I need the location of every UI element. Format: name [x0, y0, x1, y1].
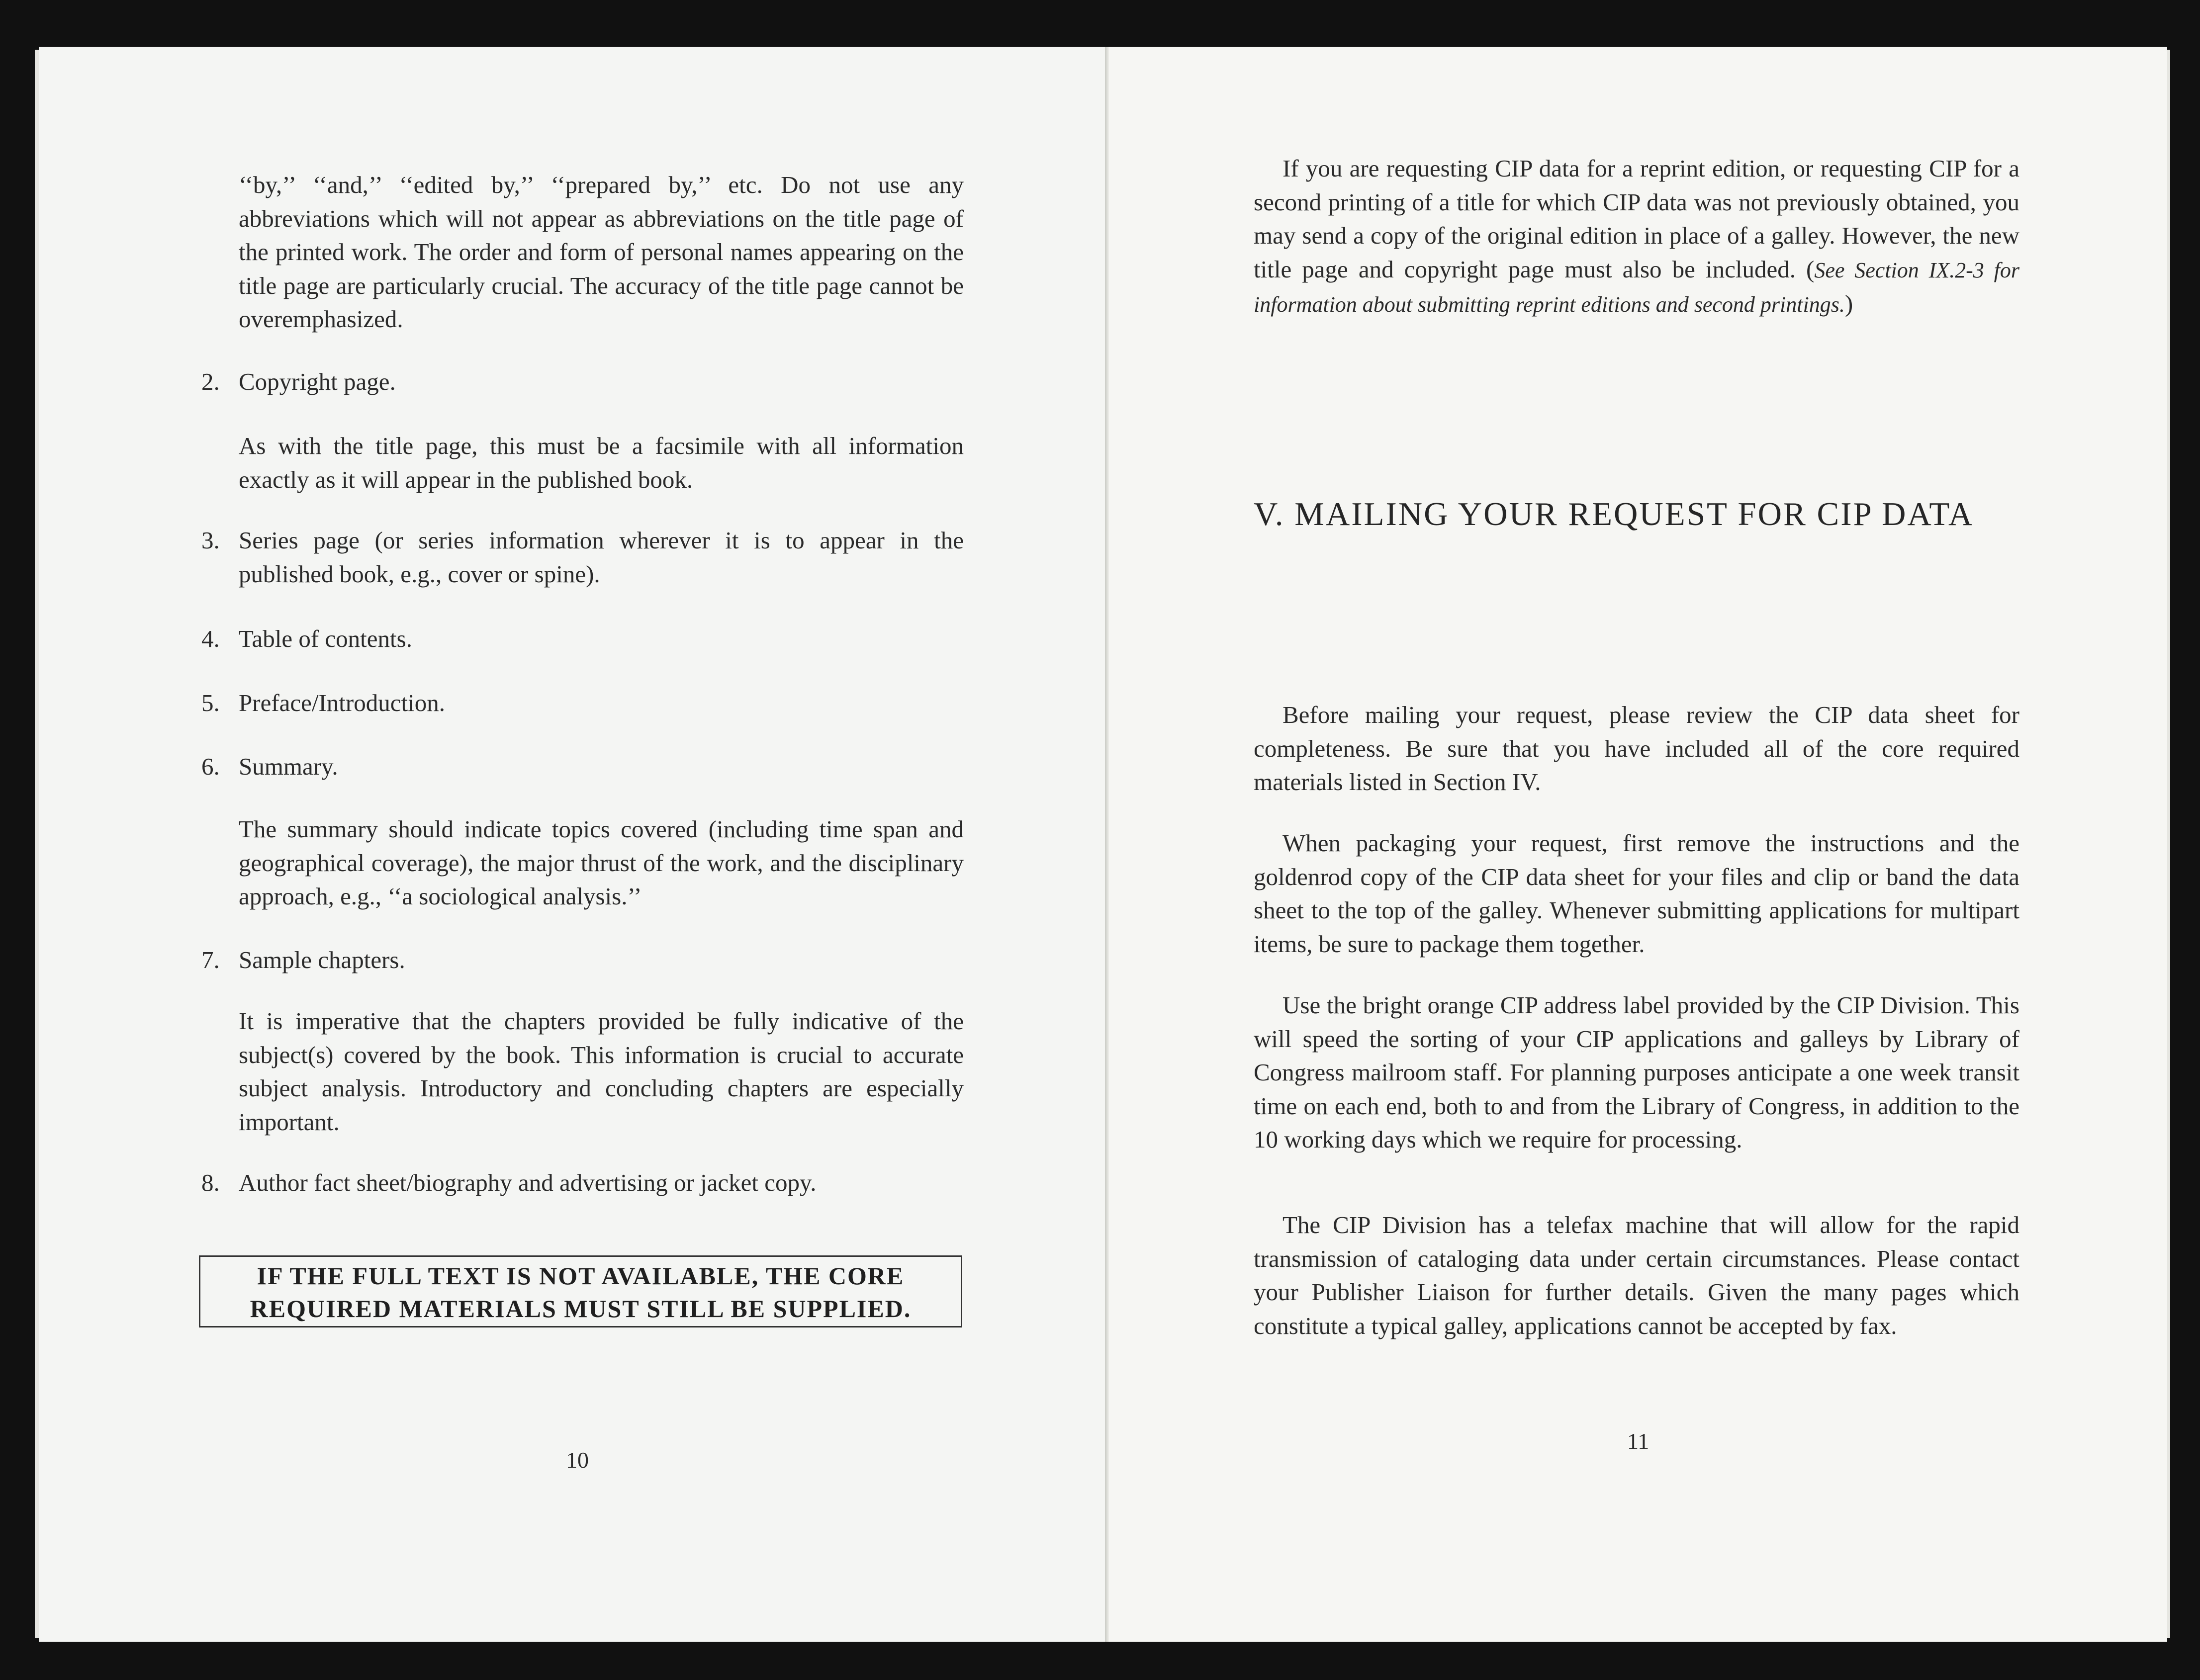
summary-note: The summary should indicate topics covered (including time span and geographical coverage), the major thrust of the work, and the disciplinary approach, e.g., ‘‘a sociological analysis.’’ [239, 815, 964, 910]
copyright-note: As with the title page, this must be a facsimile with all information exactly as it will appear in the published book. [239, 432, 964, 493]
paragraph-address-label: Use the bright orange CIP address label provided by the CIP Division. This will speed the sorting of your CIP applications and galleys by Library of Congress mailroom staff. For planning purposes anticipate a one week transit time on each end, both to and from the Library of Congress, in addition to the 10 working days which we require for processing. [1254, 991, 2019, 1153]
item-number: 2. [201, 368, 220, 395]
list-item-contents: Table of contents. [239, 625, 412, 652]
paragraph-packaging: When packaging your request, first remove the instructions and the goldenrod copy of the CIP data sheet for your files and clip or band the data sheet to the top of the galley. Whenever submitting applications for multipart items, be sure to package them together. [1254, 829, 2019, 958]
list-item-series: Series page (or series information wherever it is to appear in the published book, e.g., cover or spine). [239, 527, 964, 588]
book-gutter [1105, 47, 1109, 1642]
item-number: 6. [201, 753, 220, 780]
list-item-copyright: Copyright page. [239, 368, 396, 395]
paragraph-telefax: The CIP Division has a telefax machine that will allow for the rapid transmission of cataloging data under certain circumstances. Please contact your Publisher Liaison for further details. Given the many pages which constitute a typical galley, applications cannot be accepted by fax. [1254, 1211, 2019, 1339]
item-number: 7. [201, 946, 220, 973]
list-item-sample-chapters: Sample chapters. [239, 946, 405, 973]
item-number: 8. [201, 1169, 220, 1196]
reprint-text: If you are requesting CIP data for a reprint edition, or requesting CIP for a second printing of a title for which CIP data was not previously obtained, you may send a copy of the original edition in place of a galley. However, the new title page and copyright page must also be included. ( [1254, 155, 2019, 283]
paragraph-review: Before mailing your request, please review the CIP data sheet for completeness. Be sure that you have included all of the core required materials listed in Section IV. [1254, 701, 2019, 796]
sample-chapters-note: It is imperative that the chapters provided be fully indicative of the subject(s) covered by the book. This information is crucial to accurate subject analysis. Introductory and concluding chapters are especially important. [239, 1007, 964, 1136]
list-item-author-fact-sheet: Author fact sheet/biography and advertising or jacket copy. [239, 1169, 817, 1196]
list-item-preface: Preface/Introduction. [239, 689, 445, 716]
notice-line-2: REQUIRED MATERIALS MUST STILL BE SUPPLIED. [250, 1295, 912, 1323]
section-heading: V. MAILING YOUR REQUEST FOR CIP DATA [1254, 496, 1974, 532]
intro-paragraph: ‘‘by,’’ ‘‘and,’’ ‘‘edited by,’’ ‘‘prepared by,’’ etc. Do not use any abbreviations which will not appear as abbreviations on the title page of the printed work. The order and form of personal names appearing on the title page are particularly crucial. The accuracy of the title page cannot be overemphasized. [239, 171, 964, 333]
reprint-close: ) [1844, 290, 1853, 317]
reprint-cross-reference: See Section IX.2-3 for information about submitting reprint editions and second printings. [1254, 258, 2019, 317]
list-item-summary: Summary. [239, 753, 338, 780]
required-materials-notice [199, 1255, 962, 1327]
page-number-right: 11 [1627, 1428, 1650, 1454]
item-number: 4. [201, 625, 220, 652]
item-number: 3. [201, 527, 220, 554]
item-number: 5. [201, 689, 220, 716]
notice-line-1: IF THE FULL TEXT IS NOT AVAILABLE, THE CORE [257, 1262, 905, 1290]
page-edge-left [35, 50, 39, 1638]
page-number-left: 10 [566, 1447, 589, 1473]
reprint-paragraph [1254, 152, 2019, 322]
